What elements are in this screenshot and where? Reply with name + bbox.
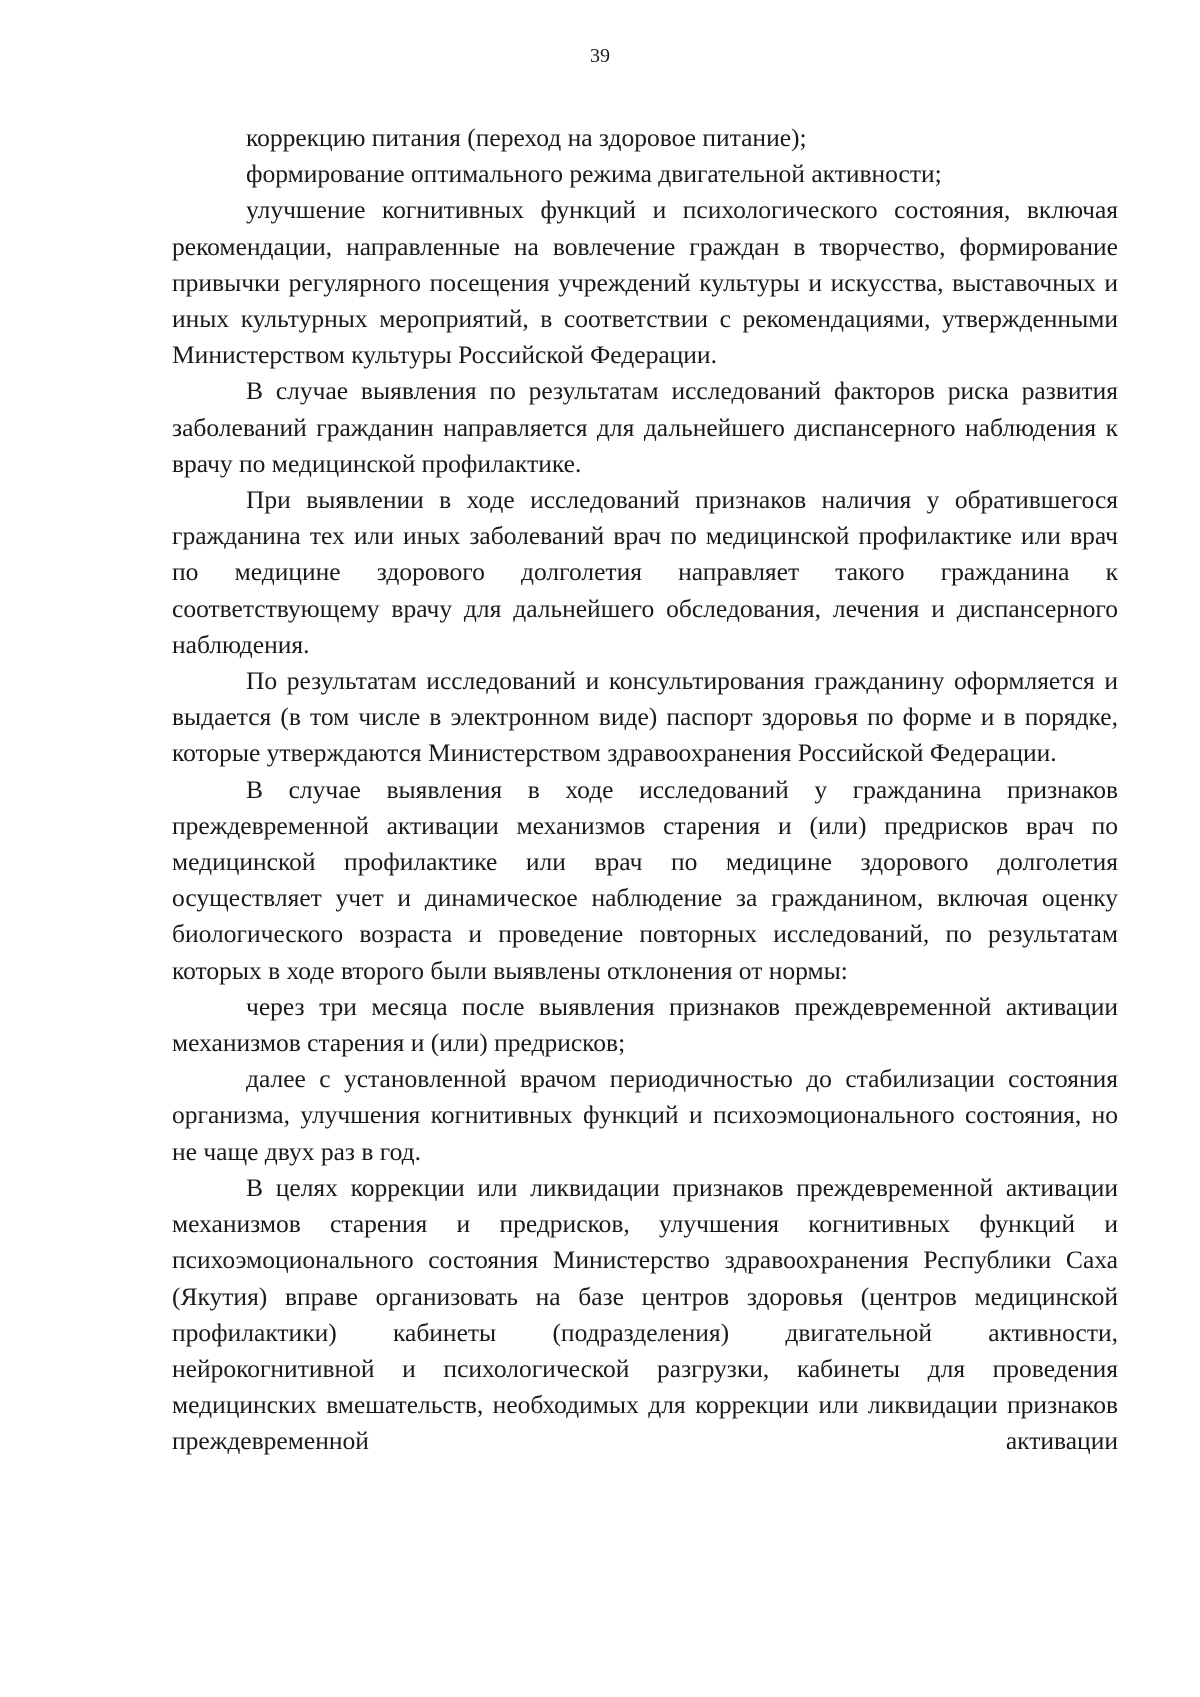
page-number: 39	[590, 45, 610, 67]
paragraph: формирование оптимального режима двигательной активности;	[246, 159, 942, 189]
paragraph: В случае выявления по результатам исследований факторов риска развития заболеваний гражданин направляется для дальнейшего диспансерного наблюдения к врачу по медицинской профилактике.	[172, 376, 1118, 478]
document-body	[172, 120, 1118, 1460]
paragraph: По результатам исследований и консультирования гражданину оформляется и выдается (в том числе в электронном виде) паспорт здоровья по форме и в порядке, которые утверждаются Министерством здравоохранения Российской Федерации.	[172, 666, 1118, 768]
paragraph: далее с установленной врачом периодичностью до стабилизации состояния организма, улучшения когнитивных функций и психоэмоционального состояния, но не чаще двух раз в год.	[172, 1064, 1118, 1166]
paragraph: В целях коррекции или ликвидации признаков преждевременной активации механизмов старения и предрисков, улучшения когнитивных функций и психоэмоционального состояния Министерство здравоохранения Республики Саха (Якутия) вправе организовать на базе центров здоровья (центров медицинской профилактики) кабинеты (подразделения) двигательной активности, нейрокогнитивной и психологической разгрузки, кабинеты для проведения медицинских вмешательств, необходимых для коррекции или ликвидации признаков преждевременной активации	[172, 1172, 1118, 1456]
paragraph: улучшение когнитивных функций и психологического состояния, включая рекомендации, направленные на вовлечение граждан в творчество, формирование привычки регулярного посещения учреждений культуры и искусства, выставочных и иных культурных мероприятий, в соответствии с рекомендациями, утвержденными Министерством культуры Российской Федерации.	[172, 195, 1118, 370]
paragraph: через три месяца после выявления признаков преждевременной активации механизмов старения и (или) предрисков;	[172, 991, 1118, 1058]
paragraph: При выявлении в ходе исследований признаков наличия у обратившегося гражданина тех или иных заболеваний врач по медицинской профилактике или врач по медицине здорового долголетия направляет такого гражданина к соответствующему врачу для дальнейшего обследования, лечения и диспансерного наблюдения.	[172, 485, 1118, 659]
paragraph: коррекцию питания (переход на здоровое питание);	[246, 123, 807, 152]
paragraph: В случае выявления в ходе исследований у гражданина признаков преждевременной активации механизмов старения и (или) предрисков врач по медицинской профилактике или врач по медицине здорового долголетия осуществляет учет и динамическое наблюдение за гражданином, включая оценку биологического возраста и проведение повторных исследований, по результатам которых в ходе второго были выявлены отклонения от нормы:	[172, 774, 1118, 985]
